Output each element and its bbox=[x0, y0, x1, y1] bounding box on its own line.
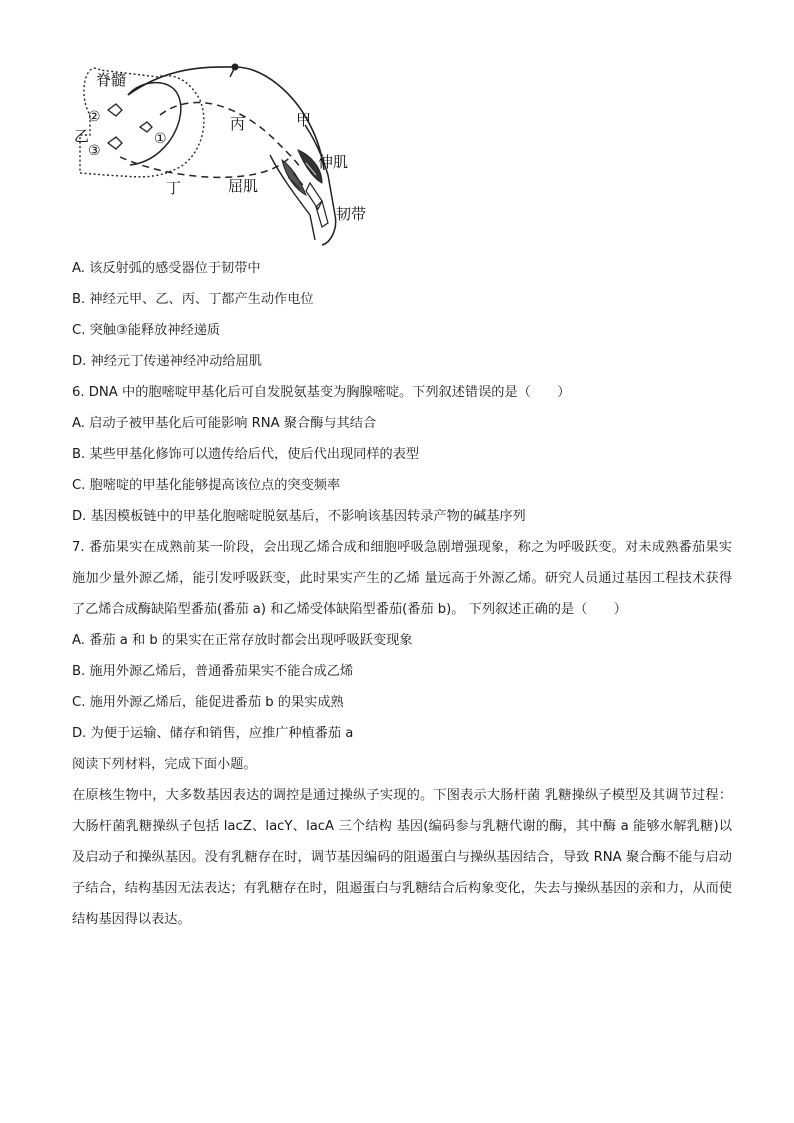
label-ligament: 韧带 bbox=[336, 205, 367, 223]
q5-option-d: D. 神经元丁传递神经冲动给屈肌 bbox=[72, 354, 262, 369]
q6-stem: 6. DNA 中的胞嘧啶甲基化后可自发脱氨基变为胸腺嘧啶。下列叙述错误的是（ ） bbox=[72, 385, 571, 400]
label-flexor: 屈肌 bbox=[228, 177, 259, 195]
label-synapse-1: ① bbox=[154, 131, 167, 147]
q7-stem: 7. 番茄果实在成熟前某一阶段，会出现乙烯合成和细胞呼吸急剧增强现象，称之为呼吸跃变。对未成熟番茄果实施加少量外源乙烯，能引发呼吸跃变，此时果实产生的乙烯 量远高于外源乙烯。研究人员通过基因工程技术获得了乙烯合成酶缺陷型番茄(番茄 a) 和乙烯受体缺陷型番茄(番茄 b)。 下列叙述正确的是（ ） bbox=[72, 540, 732, 617]
q5-option-c: C. 突触③能释放神经递质 bbox=[72, 323, 221, 338]
q6-option-b: B. 某些甲基化修饰可以遗传给后代，使后代出现同样的表型 bbox=[72, 447, 420, 462]
q6-option-c: C. 胞嘧啶的甲基化能够提高该位点的突变频率 bbox=[72, 478, 341, 493]
q7-option-a: A. 番茄 a 和 b 的果实在正常存放时都会出现呼吸跃变现象 bbox=[72, 633, 413, 648]
label-neuron-ding: 丁 bbox=[166, 179, 182, 197]
label-neuron-jia: 甲 bbox=[296, 111, 312, 129]
reading-intro: 阅读下列材料，完成下面小题。 bbox=[72, 757, 257, 772]
q7-option-c: C. 施用外源乙烯后，能促进番茄 b 的果实成熟 bbox=[72, 695, 344, 710]
label-synapse-3: ③ bbox=[88, 143, 101, 159]
inner-curve bbox=[128, 83, 181, 165]
flexor-muscle bbox=[282, 160, 306, 195]
q5-option-b: B. 神经元甲、乙、丙、丁都产生动作电位 bbox=[72, 292, 314, 307]
label-synapse-2: ② bbox=[88, 109, 101, 125]
synapse-3 bbox=[108, 137, 122, 149]
question-content bbox=[72, 253, 732, 935]
label-neuron-yi: 乙 bbox=[74, 127, 90, 145]
neuron-ding-path bbox=[120, 155, 292, 177]
q6-option-a: A. 启动子被甲基化后可能影响 RNA 聚合酶与其结合 bbox=[72, 416, 377, 431]
q6-option-d: D. 基因模板链中的甲基化胞嘧啶脱氨基后，不影响该基因转录产物的碱基序列 bbox=[72, 509, 526, 524]
q7-option-b: B. 施用外源乙烯后，普通番茄果实不能合成乙烯 bbox=[72, 664, 354, 679]
synapse-2 bbox=[108, 104, 122, 116]
label-extensor: 伸肌 bbox=[318, 153, 349, 171]
label-spinal-cord: 脊髓 bbox=[96, 71, 127, 89]
synapse-1 bbox=[140, 122, 152, 132]
reflex-arc-figure bbox=[60, 55, 390, 250]
reading-paragraph: 在原核生物中，大多数基因表达的调控是通过操纵子实现的。下图表示大肠杆菌 乳糖操纵子模型及其调节过程：大肠杆菌乳糖操纵子包括 lacZ、lacY、lacA 三个结构 基因(编码参与乳糖代谢的酶，其中酶 a 能够水解乳糖)以及启动子和操纵基因。没有乳糖存在时，调节基因编码的阻遏蛋白与操纵基因结合，导致 RNA 聚合酶不能与启动子结合，结构基因无法表达；有乳糖存在时，阻遏蛋白与乳糖结合后构象变化，失去与操纵基因的亲和力，从而使结构基因得以表达。 bbox=[72, 788, 732, 927]
q5-option-a: A. 该反射弧的感受器位于韧带中 bbox=[72, 261, 261, 276]
label-neuron-bing: 丙 bbox=[230, 115, 246, 133]
q7-option-d: D. 为便于运输、储存和销售，应推广种植番茄 a bbox=[72, 726, 354, 741]
ligament-shape bbox=[316, 201, 328, 227]
